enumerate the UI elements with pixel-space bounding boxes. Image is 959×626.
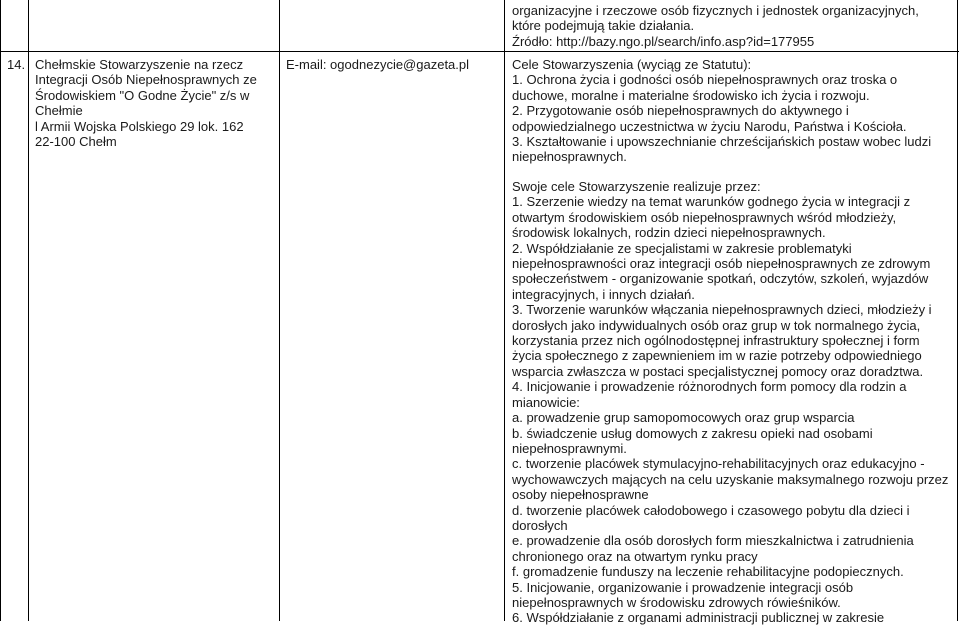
activity-line: korzystania przez nich ogólnodostępnej infrastruktury społecznej i form xyxy=(512,333,920,349)
activity-line: dorosłych jako indywidualnych osób oraz grup w tok normalnego życia, xyxy=(512,317,921,333)
text-line: Źródło: http://bazy.ngo.pl/search/info.asp?id=177955 xyxy=(512,33,815,49)
activity-line: niepełnosprawności oraz integracji osób niepełnosprawnych ze zdrowym xyxy=(512,256,931,272)
row-number: 14. xyxy=(7,57,26,72)
name-line: l Armii Wojska Polskiego 29 lok. 162 xyxy=(35,118,244,134)
activity-line: 6. Współdziałanie z organami administracji publicznej w zakresie xyxy=(512,610,885,626)
activity-line: d. tworzenie placówek całodobowego i czasowego pobytu dla dzieci i xyxy=(512,502,910,518)
table-divider-3 xyxy=(504,0,505,621)
goal-line: 2. Przygotowanie osób niepełnosprawnych do aktywnego i xyxy=(512,103,849,119)
goal-line: 3. Kształtowanie i upowszechnianie chrześcijańskich postaw wobec ludzi xyxy=(512,134,932,150)
name-line: Chełmie xyxy=(35,103,83,119)
activity-line: integracyjnych, i innych działań. xyxy=(512,286,695,302)
activity-line: f. gromadzenie funduszy na leczenie rehabilitacyjne podopiecznych. xyxy=(512,564,904,580)
row-separator xyxy=(0,51,959,52)
table-border-left xyxy=(0,0,1,621)
contact-email: E-mail: ogodnezycie@gazeta.pl xyxy=(286,57,470,72)
activity-line: 2. Współdziałanie ze specjalistami w zakresie problematyki xyxy=(512,240,852,256)
table-divider-2 xyxy=(279,0,280,621)
activity-line: 3. Tworzenie warunków włączania niepełnosprawnych dzieci, młodzieży i xyxy=(512,302,932,318)
text-line: które podejmują takie działania. xyxy=(512,18,695,34)
text-line: organizacyjne i rzeczowe osób fizycznych i jednostek organizacyjnych, xyxy=(512,3,919,18)
activity-line: osoby niepełnosprawne xyxy=(512,487,649,503)
activity-line: dorosłych xyxy=(512,517,568,533)
activity-line: c. tworzenie placówek stymulacyjno-rehabilitacyjnych oraz edukacyjno - xyxy=(512,456,925,472)
organization-name xyxy=(35,57,257,149)
name-line: Środowiskiem "O Godne Życie" z/s w xyxy=(35,87,250,103)
activity-line: e. prowadzenie dla osób dorosłych form mieszkalnictwa i zatrudnienia xyxy=(512,533,914,549)
goal-line: duchowe, moralne i materialne środowisko ich życia i rozwoju. xyxy=(512,87,870,103)
activity-line: środowisk lokalnych, rodzin dzieci niepełnosprawnych. xyxy=(512,225,826,241)
goal-line: odpowiedzialnego uczestnictwa w życiu Narodu, Państwa i Kościoła. xyxy=(512,118,907,134)
activity-line: niepełnosprawnymi. xyxy=(512,440,627,456)
table-border-right xyxy=(957,0,958,621)
activity-line: wychowawczych mających na celu uzyskanie maksymalnego rozwoju przez xyxy=(512,471,949,487)
activity-line: 5. Inicjowanie, organizowanie i prowadzenie integracji osób xyxy=(512,579,854,595)
table-divider-1 xyxy=(28,0,29,621)
goal-line: niepełnosprawnych. xyxy=(512,149,627,165)
name-line: Integracji Osób Niepełnosprawnych ze xyxy=(35,72,257,88)
activity-line: Swoje cele Stowarzyszenie realizuje przez: xyxy=(512,179,761,194)
activity-line: mianowicie: xyxy=(512,394,580,410)
activity-line: a. prowadzenie grup samopomocowych oraz grup wsparcia xyxy=(512,410,855,426)
previous-row-description xyxy=(512,3,919,49)
activity-line: niepełnosprawnych w środowisku zdrowych rówieśników. xyxy=(512,594,841,610)
activity-line: wsparcia zwłaszcza w postaci specjalistycznej pomocy oraz doradztwa. xyxy=(512,363,924,379)
activity-line: życia społecznego z zapewnieniem im w razie potrzeby odpowiedniego xyxy=(512,348,922,364)
name-line: 22-100 Chełm xyxy=(35,134,117,150)
goal-line: 1. Ochrona życia i godności osób niepełnosprawnych oraz troska o xyxy=(512,72,898,88)
activity-line: 4. Inicjowanie i prowadzenie różnorodnych form pomocy dla rodzin a xyxy=(512,379,907,395)
activities-list xyxy=(512,179,948,626)
statute-goals xyxy=(512,57,931,165)
activity-line: społeczeństwem - organizowanie spotkań, odczytów, szkoleń, wyjazdów xyxy=(512,271,929,287)
activity-line: b. świadczenie usług domowych z zakresu opieki nad osobami xyxy=(512,425,873,441)
activity-line: chronionego oraz na otwartym rynku pracy xyxy=(512,548,758,564)
activity-line: otwartym środowiskiem osób niepełnosprawnych wśród młodzieży, xyxy=(512,209,897,225)
name-line: Chełmskie Stowarzyszenie na rzecz xyxy=(35,57,244,72)
activity-line: 1. Szerzenie wiedzy na temat warunków godnego życia w integracji z xyxy=(512,194,911,210)
goal-line: Cele Stowarzyszenia (wyciąg ze Statutu): xyxy=(512,57,752,72)
